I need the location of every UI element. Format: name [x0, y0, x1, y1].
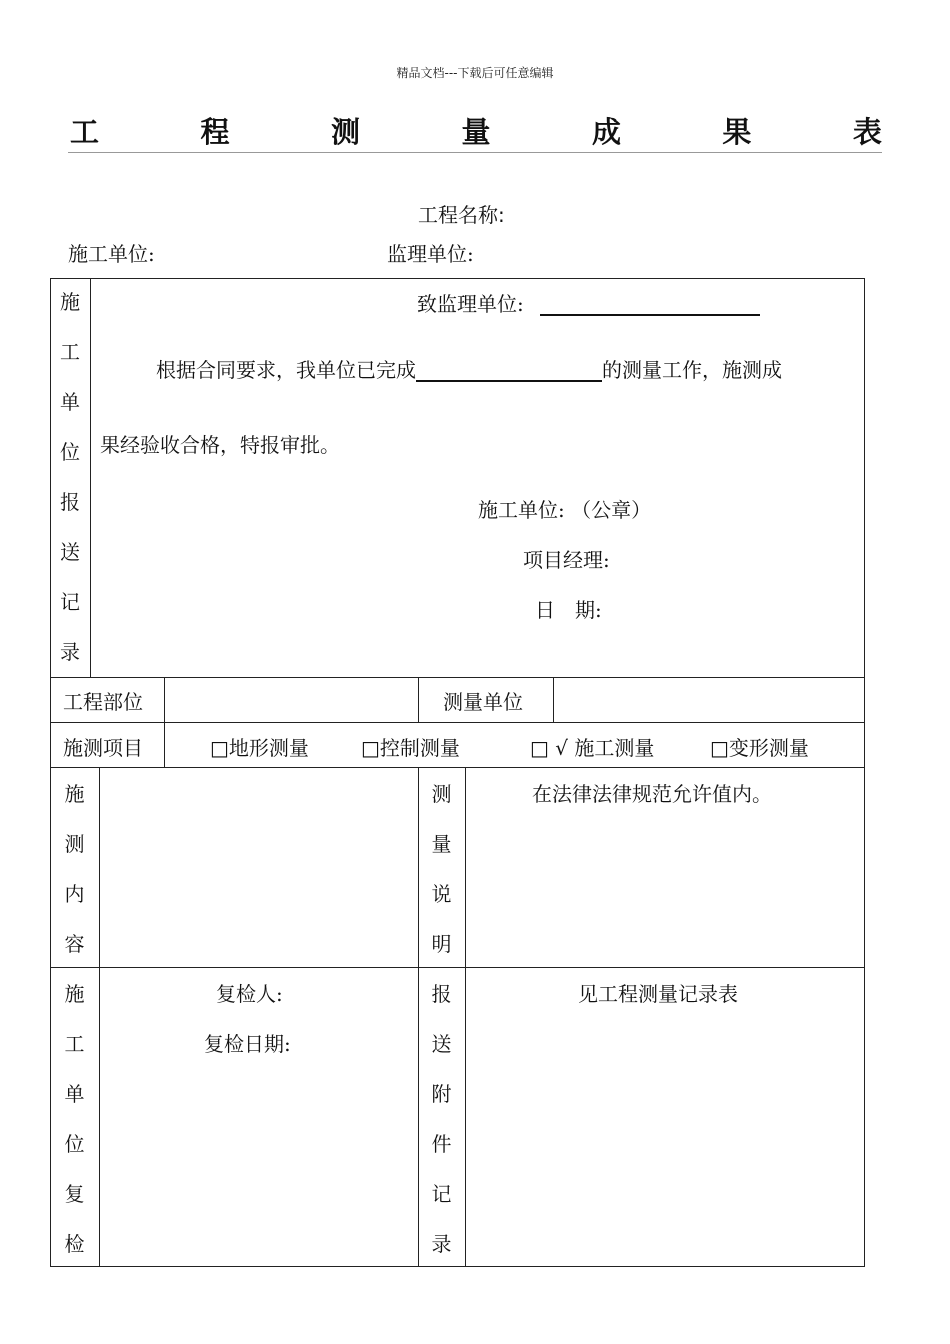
survey-items-label: 施测项目 — [63, 736, 143, 760]
row-divider — [50, 677, 865, 678]
section1-side-label: 施 工 单 位 报 送 记 录 — [60, 290, 80, 664]
project-part-label: 工程部位 — [63, 690, 143, 714]
col-divider — [99, 767, 100, 1266]
option-control: □控制测量 — [361, 736, 460, 760]
report-body-line1 — [156, 358, 782, 382]
option-construction: □ √ 施工测量 — [530, 736, 655, 760]
option-topographic: □地形测量 — [210, 736, 309, 760]
title-char: 表 — [852, 114, 882, 149]
rechecker-label: 复检人: — [216, 982, 283, 1006]
col-divider — [90, 278, 91, 677]
to-supervisor-label: 致监理单位: — [417, 292, 524, 316]
report-body-part1: 根据合同要求，我单位已完成 — [156, 358, 416, 382]
header-note: 精品文档---下载后可任意编辑 — [396, 66, 554, 80]
option-deformation: □变形测量 — [710, 736, 809, 760]
title-char: 量 — [461, 114, 491, 149]
recheck-label: 施 工 单 位 复 检 — [64, 982, 85, 1256]
date-label: 日 期: — [535, 598, 602, 622]
report-body-line2: 果经验收合格，特报审批。 — [100, 433, 340, 457]
report-body-part2: 的测量工作，施测成 — [602, 358, 782, 382]
survey-unit-label: 测量单位 — [443, 690, 523, 714]
attachments-label: 报 送 附 件 记 录 — [431, 982, 452, 1256]
table-border-right — [864, 278, 865, 1267]
title-char: 工 — [70, 114, 100, 149]
col-divider — [553, 677, 554, 722]
to-supervisor-line — [417, 292, 760, 316]
title-char: 程 — [200, 114, 230, 149]
table-border-bottom — [50, 1266, 865, 1267]
survey-content-label: 施 测 内 容 — [64, 782, 85, 956]
title-char: 果 — [722, 114, 752, 149]
col-divider — [164, 677, 165, 767]
attachments-text: 见工程测量记录表 — [578, 982, 738, 1006]
table-border-top — [50, 278, 865, 279]
col-divider — [465, 767, 466, 1266]
row-divider — [50, 722, 865, 723]
supervisor-blank — [540, 292, 760, 316]
page-title — [70, 108, 882, 152]
title-char: 成 — [591, 114, 621, 149]
row-divider — [50, 767, 865, 768]
survey-notes-text: 在法律法律规范允许值内。 — [532, 782, 772, 806]
title-char: 测 — [330, 114, 360, 149]
project-name-label: 工程名称: — [418, 203, 505, 227]
work-blank — [416, 358, 602, 382]
survey-notes-label: 测 量 说 明 — [431, 782, 452, 956]
contractor-seal: 施工单位: （公章） — [478, 498, 652, 522]
col-divider — [418, 677, 419, 722]
recheck-date-label: 复检日期: — [204, 1032, 291, 1056]
project-manager-label: 项目经理: — [523, 548, 610, 572]
supervisor-label: 监理单位: — [387, 242, 474, 266]
row-divider — [50, 967, 865, 968]
contractor-label: 施工单位: — [68, 242, 155, 266]
title-divider — [68, 152, 882, 153]
